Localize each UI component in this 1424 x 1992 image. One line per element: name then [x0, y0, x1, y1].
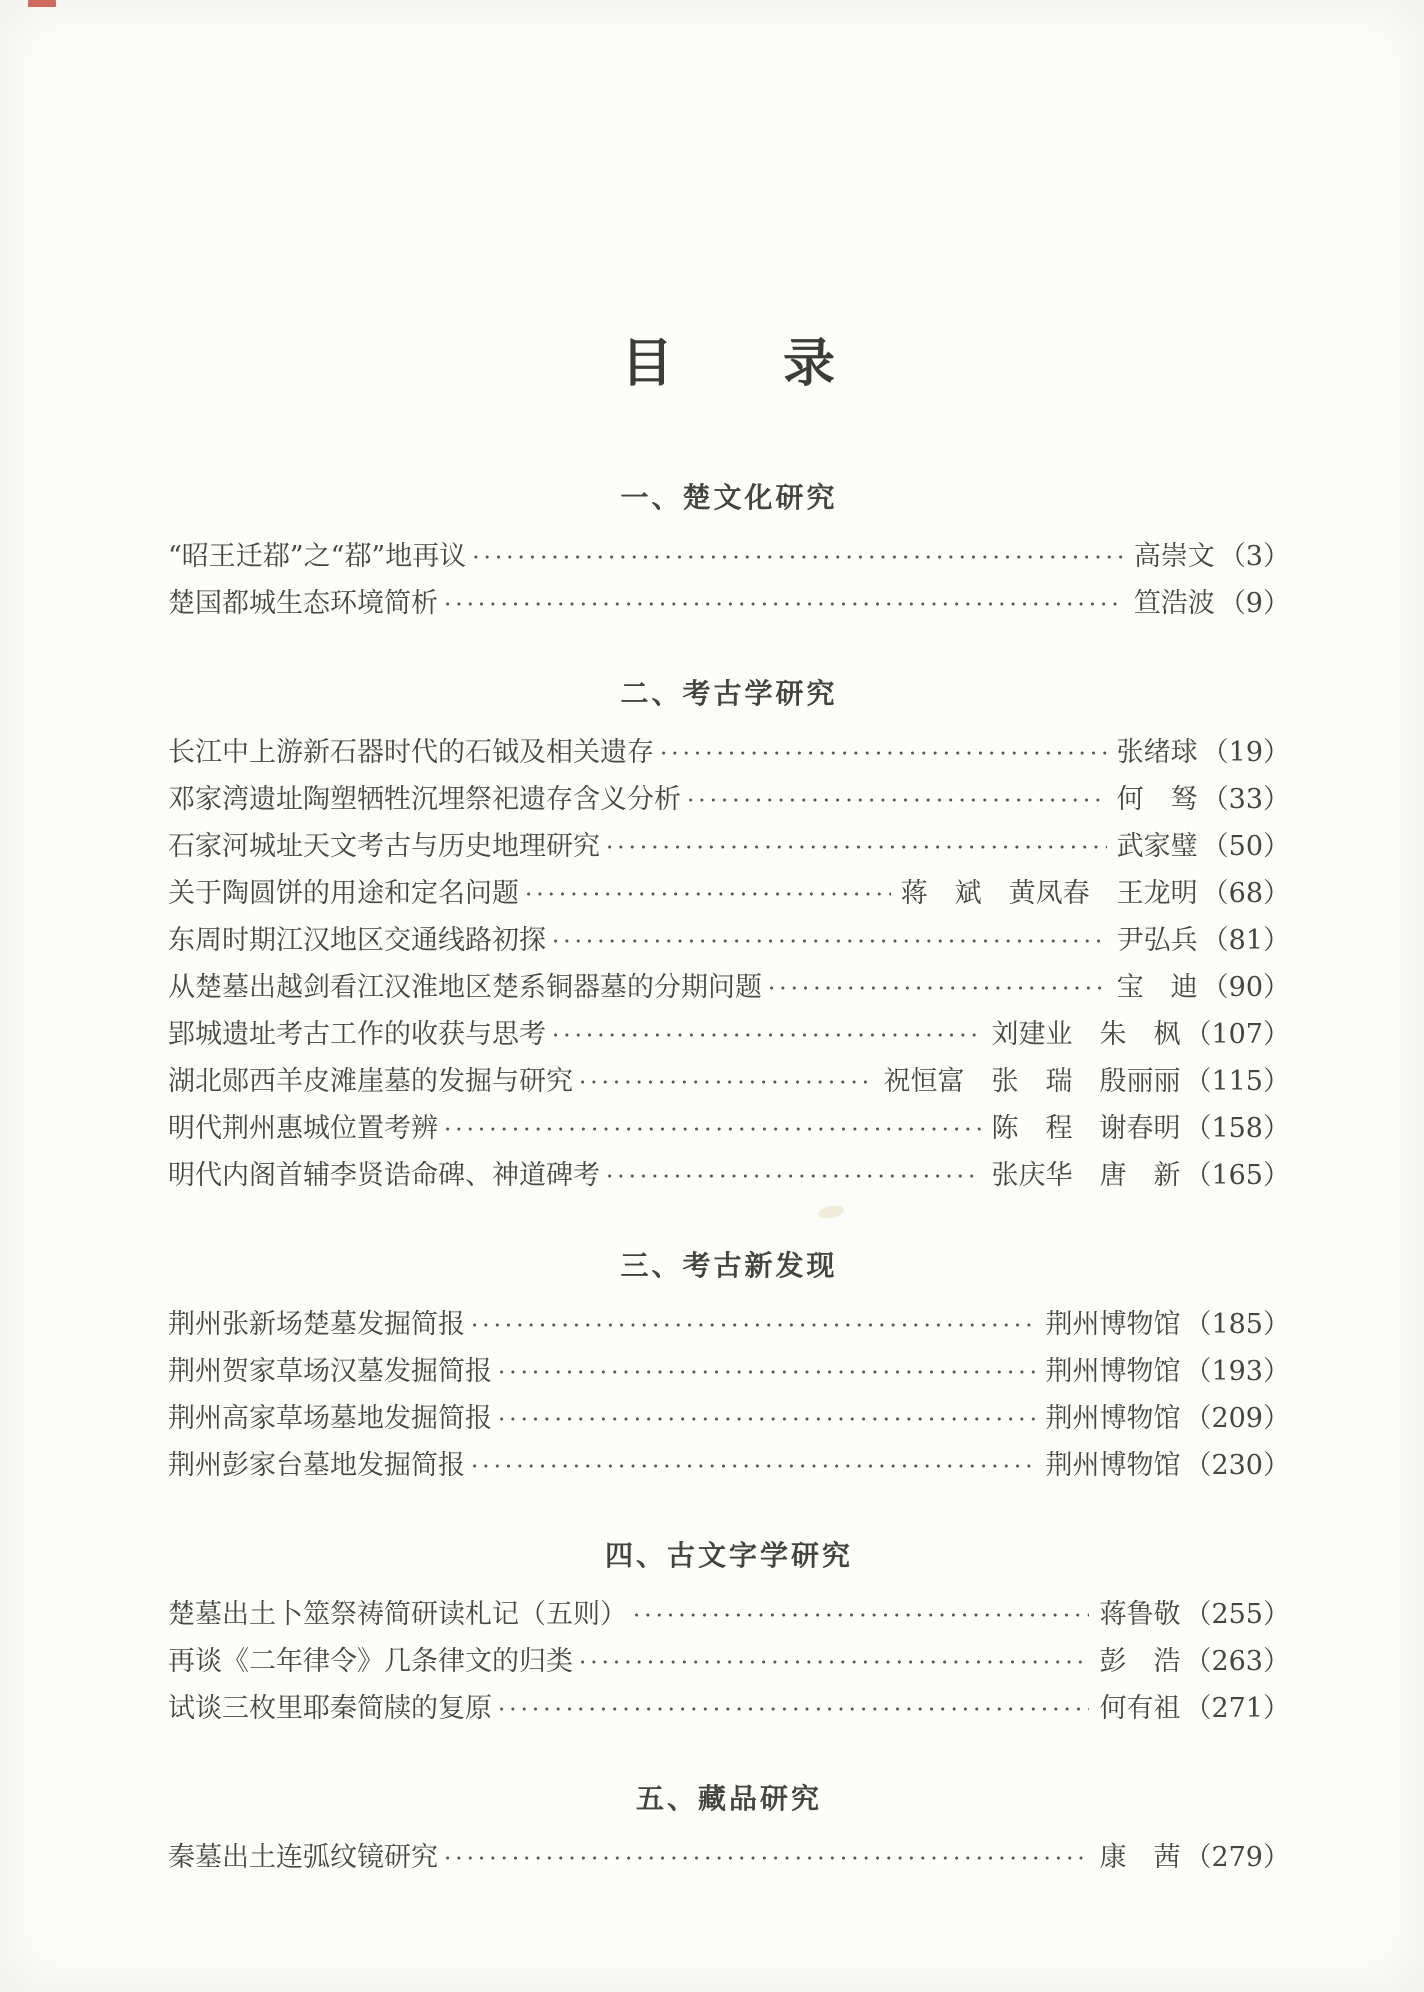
entry-authors: 荆州博物馆: [1045, 1309, 1181, 1340]
entry-page-number: （19）: [1201, 737, 1290, 768]
toc-entry: [168, 1396, 1290, 1443]
dot-leader: [606, 824, 1107, 871]
toc-entry: [168, 581, 1290, 628]
toc-entry: [168, 965, 1290, 1012]
dot-leader: [498, 1396, 1035, 1443]
toc-entry: [168, 777, 1290, 824]
entry-title: 荆州高家草场墓地发掘简报: [168, 1403, 492, 1434]
entry-title: 荆州贺家草场汉墓发掘简报: [168, 1356, 492, 1387]
entry-page-number: （81）: [1201, 925, 1290, 956]
entry-authors: 张庆华 唐 新: [991, 1160, 1181, 1191]
entry-title: 关于陶圆饼的用途和定名问题: [168, 878, 519, 909]
dot-leader: [660, 730, 1107, 777]
dot-leader: [498, 1686, 1089, 1733]
entry-authors: 何有祖: [1099, 1693, 1181, 1724]
toc-entry: [168, 824, 1290, 871]
toc-entry: [168, 1349, 1290, 1396]
entry-page-number: （33）: [1201, 784, 1290, 815]
toc-entry: [168, 1059, 1290, 1106]
toc-entry: [168, 534, 1290, 581]
entry-page-number: （209）: [1184, 1403, 1290, 1434]
dot-leader: [768, 965, 1107, 1012]
entry-page-number: （68）: [1201, 878, 1290, 909]
entry-authors: 尹弘兵: [1116, 925, 1198, 956]
toc-entry: [168, 1153, 1290, 1200]
entry-title: 楚墓出土卜筮祭祷简研读札记（五则）: [168, 1599, 627, 1630]
dot-leader: [579, 1639, 1089, 1686]
entry-title: 楚国都城生态环境简析: [168, 588, 438, 619]
entry-authors: 荆州博物馆: [1045, 1356, 1181, 1387]
entry-authors: 祝恒富 张 瑞 殷丽丽: [883, 1066, 1181, 1097]
entry-page-number: （90）: [1201, 972, 1290, 1003]
dot-leader: [471, 1302, 1035, 1349]
entry-page-number: （9）: [1218, 588, 1290, 619]
entry-title: 东周时期江汉地区交通线路初探: [168, 925, 546, 956]
entry-page-number: （185）: [1184, 1309, 1290, 1340]
dot-leader: [471, 1443, 1035, 1490]
entry-title: 长江中上游新石器时代的石钺及相关遗存: [168, 737, 654, 768]
entry-page-number: （230）: [1184, 1450, 1290, 1481]
toc-entry: [168, 871, 1290, 918]
dot-leader: [444, 1106, 981, 1153]
entry-title: 荆州彭家台墓地发掘简报: [168, 1450, 465, 1481]
dot-leader: [525, 871, 891, 918]
entry-authors: 蒋 斌 黄凤春 王龙明: [900, 878, 1198, 909]
toc-entry: [168, 1835, 1290, 1882]
entry-page-number: （255）: [1184, 1599, 1290, 1630]
dot-leader: [687, 777, 1107, 824]
scan-artifact-mark: [28, 0, 56, 7]
entry-title: 荆州张新场楚墓发掘简报: [168, 1309, 465, 1340]
section-heading-4: 四、古文字学研究: [604, 1539, 853, 1572]
toc-entry: [168, 730, 1290, 777]
page-title: 目 录: [620, 333, 837, 394]
entry-title: “昭王迁鄀”之“鄀”地再议: [168, 541, 467, 572]
entry-page-number: （279）: [1184, 1842, 1290, 1873]
entry-page-number: （165）: [1184, 1160, 1290, 1191]
entry-authors: 宝 迪: [1116, 972, 1198, 1003]
entry-authors: 刘建业 朱 枫: [991, 1019, 1181, 1050]
entry-title: 明代内阁首辅李贤诰命碑、神道碑考: [168, 1160, 600, 1191]
toc-entry: [168, 918, 1290, 965]
entry-authors: 彭 浩: [1099, 1646, 1181, 1677]
entry-authors: 荆州博物馆: [1045, 1450, 1181, 1481]
dot-leader: [552, 1012, 981, 1059]
entry-title: 邓家湾遗址陶塑牺牲沉埋祭祀遗存含义分析: [168, 784, 681, 815]
entry-authors: 荆州博物馆: [1045, 1403, 1181, 1434]
entry-title: 郢城遗址考古工作的收获与思考: [168, 1019, 546, 1050]
entry-title: 湖北郧西羊皮滩崖墓的发掘与研究: [168, 1066, 573, 1097]
entry-authors: 何 驽: [1116, 784, 1198, 815]
toc-entry: [168, 1106, 1290, 1153]
entry-page-number: （115）: [1184, 1066, 1290, 1097]
entry-page-number: （271）: [1184, 1693, 1290, 1724]
toc-entry: [168, 1443, 1290, 1490]
dot-leader: [444, 1835, 1089, 1882]
section-heading-2: 二、考古学研究: [620, 677, 838, 710]
toc-entry: [168, 1012, 1290, 1059]
dot-leader: [444, 581, 1124, 628]
entry-page-number: （263）: [1184, 1646, 1290, 1677]
toc-entry: [168, 1686, 1290, 1733]
entry-authors: 武家璧: [1116, 831, 1198, 862]
dot-leader: [633, 1592, 1089, 1639]
entry-page-number: （3）: [1218, 541, 1290, 572]
section-heading-5: 五、藏品研究: [635, 1782, 822, 1815]
entry-authors: 陈 程 谢春明: [991, 1113, 1181, 1144]
entry-title: 试谈三枚里耶秦简牍的复原: [168, 1693, 492, 1724]
toc-entry: [168, 1639, 1290, 1686]
section-heading-3: 三、考古新发现: [620, 1249, 838, 1282]
entry-title: 秦墓出土连弧纹镜研究: [168, 1842, 438, 1873]
dot-leader: [498, 1349, 1035, 1396]
dot-leader: [552, 918, 1107, 965]
entry-page-number: （50）: [1201, 831, 1290, 862]
section-heading-1: 一、楚文化研究: [620, 481, 838, 514]
entry-page-number: （158）: [1184, 1113, 1290, 1144]
entry-title: 再谈《二年律令》几条律文的归类: [168, 1646, 573, 1677]
dot-leader: [472, 534, 1124, 581]
entry-page-number: （193）: [1184, 1356, 1290, 1387]
dot-leader: [579, 1059, 873, 1106]
entry-title: 石家河城址天文考古与历史地理研究: [168, 831, 600, 862]
entry-title: 明代荆州惠城位置考辨: [168, 1113, 438, 1144]
dot-leader: [606, 1153, 981, 1200]
toc-entry: [168, 1592, 1290, 1639]
entry-title: 从楚墓出越剑看江汉淮地区楚系铜器墓的分期问题: [168, 972, 762, 1003]
entry-authors: 张绪球: [1116, 737, 1198, 768]
entry-authors: 康 茜: [1099, 1842, 1181, 1873]
entry-authors: 笪浩波: [1133, 588, 1215, 619]
toc-entry: [168, 1302, 1290, 1349]
entry-authors: 蒋鲁敬: [1099, 1599, 1181, 1630]
entry-page-number: （107）: [1184, 1019, 1290, 1050]
entry-authors: 高崇文: [1133, 541, 1215, 572]
